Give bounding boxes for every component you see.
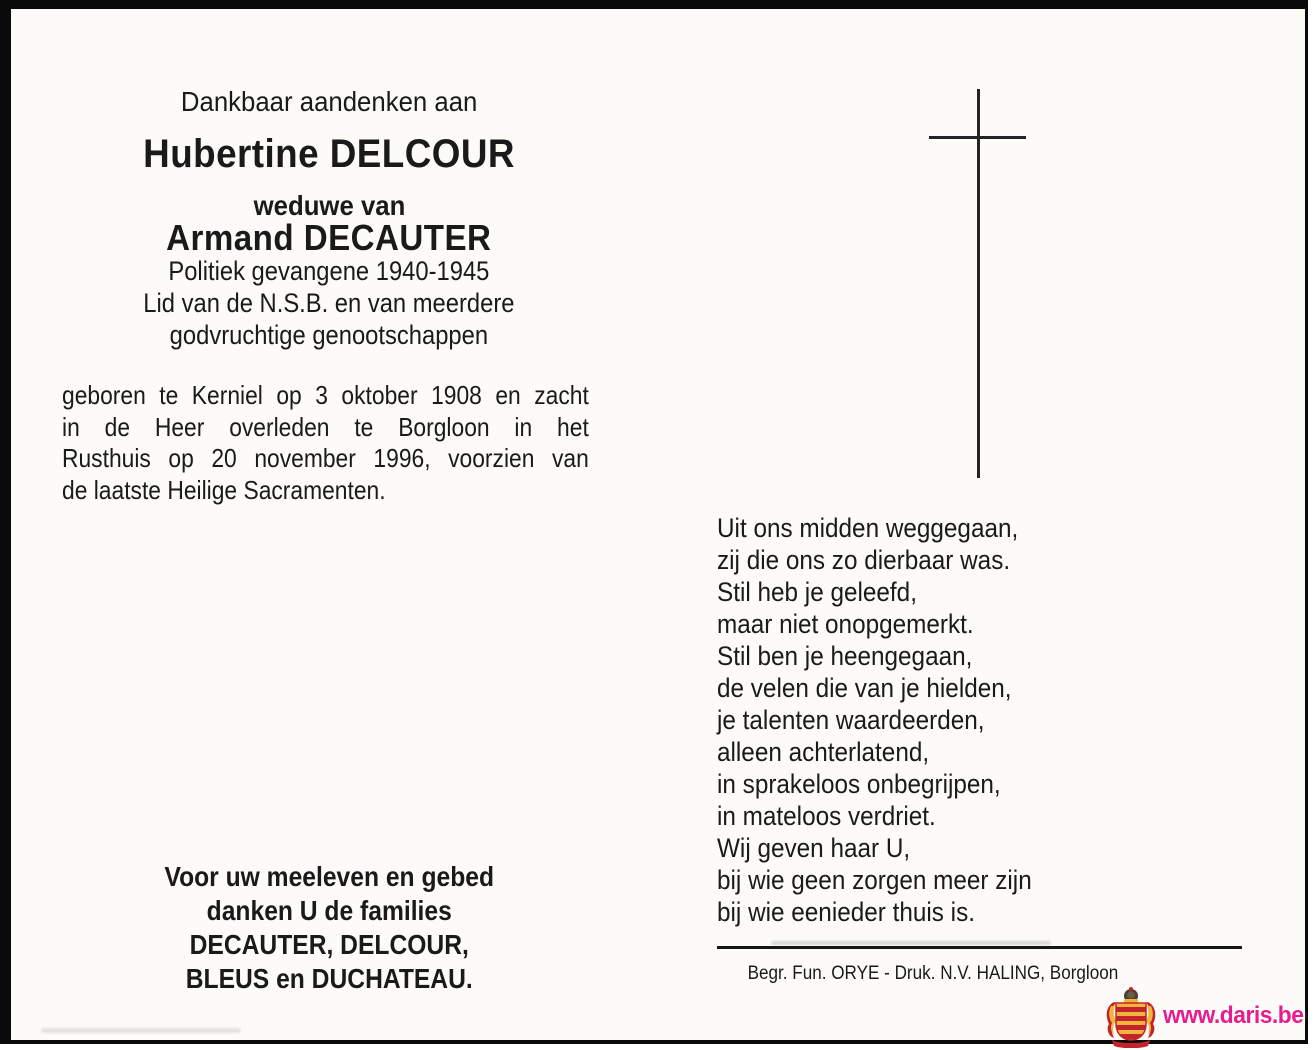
memorial-card-scan: [11, 9, 1305, 1040]
life-line: de laatste Heilige Sacramenten.: [62, 474, 386, 505]
funeral-credit-text: Begr. Fun. ORYE - Druk. N.V. HALING, Borgloon: [747, 963, 1119, 984]
poem-line: bij wie eenieder thuis is.: [717, 897, 975, 927]
poem-line: maar niet onopgemerkt.: [717, 609, 974, 639]
relation-text: weduwe van: [253, 190, 405, 221]
watermark-url: www.daris.be: [1163, 1002, 1304, 1029]
honors-line: godvruchtige genootschappen: [169, 320, 489, 350]
poem-block: [717, 512, 1221, 928]
thanks-line: DECAUTER, DELCOUR,: [189, 929, 469, 960]
poem-line: je talenten waardeerden,: [717, 705, 985, 735]
honors-block: [35, 255, 623, 351]
poem-line: alleen achterlatend,: [717, 737, 930, 767]
poem-line: zij die ons zo dierbaar was.: [717, 545, 1011, 575]
poem-line: Uit ons midden weggegaan,: [717, 513, 1019, 543]
deceased-name-text: Hubertine DELCOUR: [143, 132, 515, 176]
poem-line: Stil ben je heengegaan,: [717, 641, 973, 671]
poem-line: bij wie geen zorgen meer zijn: [717, 865, 1032, 895]
poem-line: Wij geven haar U,: [717, 833, 911, 863]
credit-divider-line: [717, 946, 1242, 949]
life-dates-paragraph: [62, 380, 589, 506]
thanks-line: BLEUS en DUCHATEAU.: [185, 963, 473, 994]
life-line: Rusthuis op 20 november 1996, voorzien van: [62, 443, 589, 473]
poem-line: in mateloos verdriet.: [717, 801, 936, 831]
spouse-name: [35, 218, 623, 258]
latin-cross-icon: [977, 89, 980, 478]
coat-of-arms-icon: [1104, 986, 1158, 1048]
scan-artifact: [41, 1028, 241, 1033]
honors-line: Lid van de N.S.B. en van meerdere: [143, 288, 515, 318]
scan-artifact: [771, 941, 1051, 945]
deceased-name: [35, 132, 623, 176]
life-line: geboren te Kerniel op 3 oktober 1908 en zacht: [62, 380, 589, 410]
poem-line: de velen die van je hielden,: [717, 673, 1012, 703]
intro-text: Dankbaar aandenken aan: [180, 86, 478, 117]
spouse-name-text: Armand DECAUTER: [166, 217, 492, 258]
poem-line: Stil heb je geleefd,: [717, 577, 917, 607]
thanks-block: [35, 860, 623, 996]
funeral-credit-line: [712, 963, 1154, 985]
thanks-line: danken U de families: [206, 895, 452, 926]
honors-line: Politiek gevangene 1940-1945: [168, 256, 490, 286]
intro-line: [35, 87, 623, 117]
poem-line: in sprakeloos onbegrijpen,: [717, 769, 1001, 799]
life-line: in de Heer overleden te Borgloon in het: [62, 411, 589, 442]
latin-cross-icon: [929, 136, 1026, 139]
thanks-line: Voor uw meeleven en gebed: [164, 861, 494, 892]
